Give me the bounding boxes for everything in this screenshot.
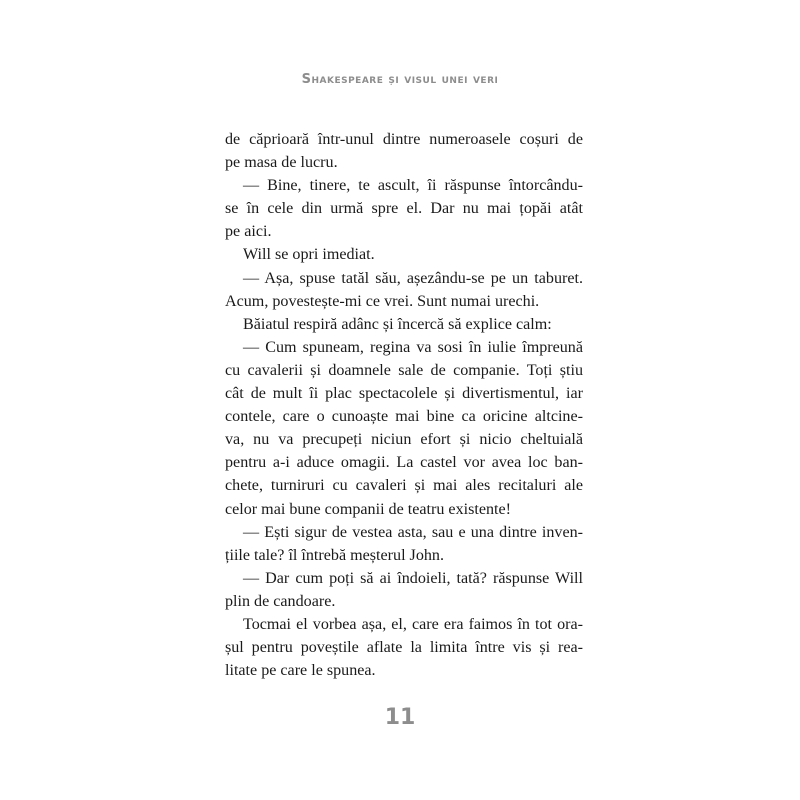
text-line: pentru a-i aduce omagii. La castel vor avea loc ban- bbox=[225, 454, 583, 472]
text-line: șul pentru poveștile aflate la limita între vis și rea- bbox=[225, 639, 583, 657]
text-line: cu cavalerii și doamnele sale de companie. Toți știu bbox=[225, 361, 583, 379]
text-line: Tocmai el vorbea așa, el, care era faimos în tot ora- bbox=[243, 615, 583, 633]
text-line: va, nu va precupeți niciun efort și nicio cheltuială bbox=[225, 431, 583, 449]
text-line: — Cum spuneam, regina va sosi în iulie împreună bbox=[243, 338, 583, 356]
text-line: celor mai bune companii de teatru existente! bbox=[225, 500, 511, 518]
text-line: litate pe care le spunea. bbox=[225, 662, 376, 680]
text-line: — Așa, spuse tatăl său, așezându-se pe un taburet. bbox=[243, 269, 583, 287]
text-line: contele, care o cunoaște mai bine ca oricine altcine- bbox=[225, 408, 583, 426]
text-line: — Dar cum poți să ai îndoieli, tată? răspunse Will bbox=[243, 569, 583, 587]
text-line: — Ești sigur de vestea asta, sau e una dintre inven- bbox=[243, 523, 583, 541]
running-head: Shakespeare și visul unei veri bbox=[301, 72, 499, 87]
text-line: Acum, povestește-mi ce vrei. Sunt numai urechi. bbox=[225, 292, 540, 310]
text-line: de căprioară într-unul dintre numeroasele coșuri de bbox=[225, 131, 583, 148]
text-line: chete, turniruri cu cavaleri și mai ales recitaluri ale bbox=[225, 477, 583, 495]
text-line: Băiatul respiră adânc și încercă să explice calm: bbox=[243, 315, 552, 333]
text-line: — Bine, tinere, te ascult, îi răspunse întorcându- bbox=[243, 177, 583, 195]
page-number: 11 bbox=[384, 705, 416, 730]
text-line: țiile tale? îl întrebă meșterul John. bbox=[225, 546, 444, 564]
text-line: plin de candoare. bbox=[225, 592, 336, 610]
text-line: Will se opri imediat. bbox=[243, 246, 375, 264]
text-line: pe aici. bbox=[225, 223, 272, 241]
text-line: se în cele din urmă spre el. Dar nu mai țopăi atât bbox=[225, 200, 583, 218]
text-line: pe masa de lucru. bbox=[225, 154, 338, 172]
body-text bbox=[225, 128, 583, 682]
text-line: cât de mult îi plac spectacolele și divertismentul, iar bbox=[225, 385, 583, 403]
